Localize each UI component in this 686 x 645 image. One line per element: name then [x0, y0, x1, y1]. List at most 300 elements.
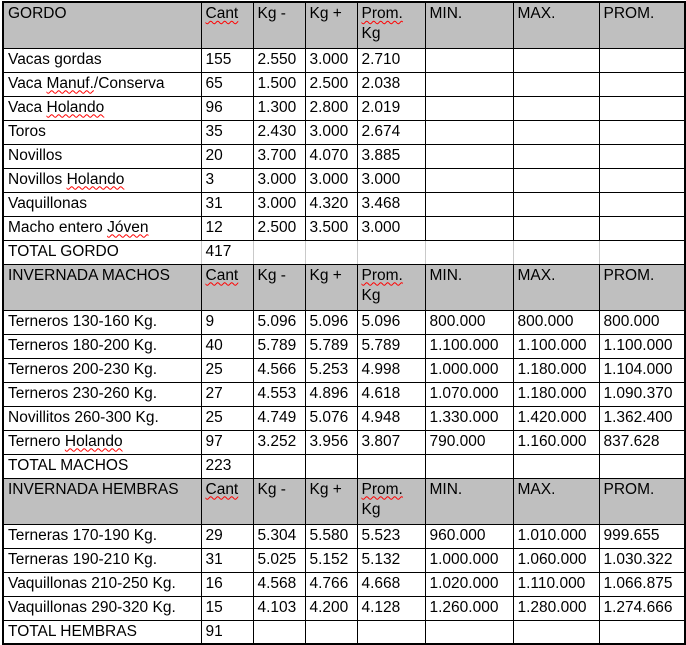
cell-value: 1.180.000 — [517, 360, 587, 378]
text: Novillos — [8, 146, 63, 164]
table-row — [3, 524, 685, 548]
kg-plus-cell[interactable] — [305, 72, 357, 96]
cell-value: 5.096 — [257, 312, 297, 330]
kg-minus-cell[interactable] — [253, 168, 305, 192]
section-header-row-invernada-machos — [3, 264, 685, 310]
prom-cell[interactable] — [599, 144, 685, 168]
cant-cell[interactable] — [201, 144, 253, 168]
prom-cell[interactable] — [599, 216, 685, 240]
prom-kg-cell[interactable] — [357, 240, 425, 264]
cell-value: 1.010.000 — [517, 526, 587, 544]
kg-plus-cell[interactable] — [305, 310, 357, 334]
text: INVERNADA HEMBRAS — [8, 480, 179, 498]
total-count: 223 — [205, 456, 232, 474]
max-cell[interactable] — [513, 406, 599, 430]
cell-value: 1.420.000 — [517, 408, 587, 426]
row-name-cell[interactable] — [3, 192, 201, 216]
max-cell[interactable] — [513, 430, 599, 454]
min-cell[interactable] — [425, 572, 513, 596]
kg-plus-cell[interactable] — [305, 382, 357, 406]
row-name-cell[interactable] — [3, 120, 201, 144]
cant-cell[interactable] — [201, 596, 253, 620]
prom-kg-header-cell[interactable] — [357, 478, 425, 524]
prom-kg-cell[interactable] — [357, 572, 425, 596]
cell-value: 35 — [205, 122, 223, 140]
min-cell[interactable] — [425, 144, 513, 168]
kg-minus-cell[interactable] — [253, 120, 305, 144]
cell-value: 2.500 — [257, 218, 297, 236]
max-header-cell[interactable] — [513, 264, 599, 310]
text: Kg + — [309, 266, 342, 284]
cant-cell[interactable] — [201, 548, 253, 572]
text: Terneras 190-210 Kg. — [8, 550, 158, 568]
kg-minus-header-cell[interactable] — [253, 264, 305, 310]
row-name-cell[interactable] — [3, 548, 201, 572]
kg-plus-cell[interactable] — [305, 144, 357, 168]
cant-cell[interactable] — [201, 48, 253, 72]
prom-cell[interactable] — [599, 358, 685, 382]
prom-kg-cell[interactable] — [357, 144, 425, 168]
kg-plus-cell[interactable] — [305, 168, 357, 192]
cell-value: 155 — [205, 50, 232, 68]
kg-plus-header-cell[interactable] — [305, 2, 357, 48]
row-name-cell[interactable] — [3, 310, 201, 334]
min-cell[interactable] — [425, 168, 513, 192]
text: Kg - — [257, 266, 286, 284]
livestock-table-body — [3, 2, 685, 644]
row-name-cell[interactable] — [3, 144, 201, 168]
kg-plus-cell[interactable] — [305, 620, 357, 644]
row-name-cell[interactable] — [3, 358, 201, 382]
cell-value: 3.468 — [361, 194, 401, 212]
cell-value: 837.628 — [603, 432, 660, 450]
text: Novillitos 260-300 Kg. — [8, 408, 159, 426]
kg-minus-cell[interactable] — [253, 596, 305, 620]
table-row — [3, 216, 685, 240]
kg-plus-cell[interactable] — [305, 358, 357, 382]
cell-value: 5.096 — [361, 312, 401, 330]
kg-plus-cell[interactable] — [305, 96, 357, 120]
prom-cell[interactable] — [599, 96, 685, 120]
kg-plus-cell[interactable] — [305, 524, 357, 548]
kg-minus-cell[interactable] — [253, 216, 305, 240]
cell-value: 3.500 — [309, 218, 349, 236]
max-cell[interactable] — [513, 382, 599, 406]
row-name-cell[interactable] — [3, 72, 201, 96]
cell-value: 5.789 — [257, 336, 297, 354]
table-row — [3, 334, 685, 358]
table-row — [3, 406, 685, 430]
row-name-cell[interactable] — [3, 334, 201, 358]
cell-value: 4.200 — [309, 598, 349, 616]
row-name-cell[interactable] — [3, 406, 201, 430]
cant-cell[interactable] — [201, 382, 253, 406]
max-cell[interactable] — [513, 572, 599, 596]
max-cell[interactable] — [513, 216, 599, 240]
kg-plus-cell[interactable] — [305, 192, 357, 216]
prom-cell[interactable] — [599, 310, 685, 334]
text: Terneros 130-160 Kg. — [8, 312, 158, 330]
cell-value: 1.000.000 — [429, 550, 499, 568]
prom-kg-header-cell[interactable] — [357, 264, 425, 310]
min-cell[interactable] — [425, 334, 513, 358]
prom-kg-header-cell[interactable] — [357, 2, 425, 48]
text: Terneros 180-200 Kg. — [8, 336, 158, 354]
section-title-cell-invernada-hembras[interactable] — [3, 478, 201, 524]
text: MIN. — [429, 266, 463, 284]
max-cell[interactable] — [513, 596, 599, 620]
cell-value: 5.076 — [309, 408, 349, 426]
kg-minus-cell[interactable] — [253, 454, 305, 478]
table-row — [3, 96, 685, 120]
kg-minus-cell[interactable] — [253, 524, 305, 548]
kg-minus-cell[interactable] — [253, 48, 305, 72]
cell-value: 5.789 — [361, 336, 401, 354]
row-name-cell[interactable] — [3, 524, 201, 548]
prom-cell[interactable] — [599, 168, 685, 192]
prom-header-cell[interactable] — [599, 264, 685, 310]
max-cell[interactable] — [513, 620, 599, 644]
kg-plus-header-cell[interactable] — [305, 264, 357, 310]
prom-kg-cell[interactable] — [357, 524, 425, 548]
text: TOTAL MACHOS — [8, 456, 129, 474]
prom-header-cell[interactable] — [599, 2, 685, 48]
cell-value: 3.807 — [361, 432, 401, 450]
kg-minus-cell[interactable] — [253, 240, 305, 264]
max-header-cell[interactable] — [513, 2, 599, 48]
prom-cell[interactable] — [599, 72, 685, 96]
max-cell[interactable] — [513, 240, 599, 264]
cell-value: 1.090.370 — [603, 384, 673, 402]
cell-value: 960.000 — [429, 526, 486, 544]
max-cell[interactable] — [513, 48, 599, 72]
table-row — [3, 72, 685, 96]
prom-cell[interactable] — [599, 572, 685, 596]
max-cell[interactable] — [513, 144, 599, 168]
prom-cell[interactable] — [599, 406, 685, 430]
total-label-cell[interactable] — [3, 240, 201, 264]
cant-cell[interactable] — [201, 358, 253, 382]
cell-value: 1.100.000 — [603, 336, 673, 354]
cell-value: 3 — [205, 170, 215, 188]
kg-minus-header-cell[interactable] — [253, 478, 305, 524]
prom-kg-cell[interactable] — [357, 310, 425, 334]
prom-cell[interactable] — [599, 524, 685, 548]
cell-value: 4.320 — [309, 194, 349, 212]
kg-plus-header-cell[interactable] — [305, 478, 357, 524]
cell-value: 1.160.000 — [517, 432, 587, 450]
section-title-cell-invernada-machos[interactable] — [3, 264, 201, 310]
kg-plus-cell[interactable] — [305, 48, 357, 72]
text: Kg - — [257, 5, 286, 22]
cant-cell[interactable] — [201, 310, 253, 334]
prom-cell[interactable] — [599, 334, 685, 358]
cant-cell[interactable] — [201, 240, 253, 264]
section-header-row-gordo — [3, 2, 685, 48]
prom-cell[interactable] — [599, 548, 685, 572]
max-cell[interactable] — [513, 168, 599, 192]
cant-cell[interactable] — [201, 572, 253, 596]
min-cell[interactable] — [425, 406, 513, 430]
total-row-invernada-hembras — [3, 620, 685, 644]
cell-value: 3.000 — [309, 122, 349, 140]
cell-value: 2.500 — [309, 74, 349, 92]
kg-minus-cell[interactable] — [253, 572, 305, 596]
prom-cell[interactable] — [599, 382, 685, 406]
min-cell[interactable] — [425, 548, 513, 572]
row-name-cell[interactable] — [3, 216, 201, 240]
min-cell[interactable] — [425, 72, 513, 96]
prom-cell[interactable] — [599, 48, 685, 72]
total-label-cell[interactable] — [3, 620, 201, 644]
text: MIN. — [429, 480, 463, 498]
kg-minus-header-cell[interactable] — [253, 2, 305, 48]
min-header-cell[interactable] — [425, 2, 513, 48]
prom-kg-cell[interactable] — [357, 454, 425, 478]
prom-cell[interactable] — [599, 454, 685, 478]
min-cell[interactable] — [425, 430, 513, 454]
prom-kg-cell[interactable] — [357, 216, 425, 240]
min-cell[interactable] — [425, 48, 513, 72]
cell-value: 12 — [205, 218, 223, 236]
min-cell[interactable] — [425, 96, 513, 120]
text: Terneros 230-260 Kg. — [8, 384, 158, 402]
prom-kg-cell[interactable] — [357, 382, 425, 406]
text: Kg — [361, 500, 381, 518]
prom-kg-cell[interactable] — [357, 406, 425, 430]
row-name-cell[interactable] — [3, 572, 201, 596]
prom-kg-cell[interactable] — [357, 596, 425, 620]
cell-value: 1.110.000 — [517, 574, 586, 592]
text: Novillos — [8, 170, 67, 188]
prom-cell[interactable] — [599, 430, 685, 454]
cant-cell[interactable] — [201, 454, 253, 478]
text: Terneros 200-230 Kg. — [8, 360, 158, 378]
prom-kg-cell[interactable] — [357, 120, 425, 144]
misspelled-word: Holando — [46, 98, 105, 116]
text: MAX. — [517, 266, 556, 284]
cell-value: 2.800 — [309, 98, 349, 116]
prom-cell[interactable] — [599, 120, 685, 144]
max-cell[interactable] — [513, 120, 599, 144]
cell-value: 1.362.400 — [603, 408, 673, 426]
min-cell[interactable] — [425, 240, 513, 264]
cant-cell[interactable] — [201, 72, 253, 96]
text: PROM. — [603, 266, 655, 284]
misspelled-word: Holando — [66, 170, 125, 188]
kg-minus-cell[interactable] — [253, 144, 305, 168]
kg-minus-cell[interactable] — [253, 620, 305, 644]
prom-kg-cell[interactable] — [357, 548, 425, 572]
cell-value: 3.000 — [361, 218, 401, 236]
kg-minus-cell[interactable] — [253, 382, 305, 406]
prom-kg-cell[interactable] — [357, 358, 425, 382]
kg-plus-cell[interactable] — [305, 216, 357, 240]
cell-value: 1.060.000 — [517, 550, 587, 568]
text: Toros — [8, 122, 46, 140]
kg-plus-cell[interactable] — [305, 596, 357, 620]
text: Ternero — [8, 432, 65, 450]
cant-cell[interactable] — [201, 430, 253, 454]
min-cell[interactable] — [425, 524, 513, 548]
row-name-cell[interactable] — [3, 168, 201, 192]
cell-value: 5.152 — [309, 550, 349, 568]
text: Vaquillonas — [8, 194, 87, 212]
prom-kg-cell[interactable] — [357, 72, 425, 96]
cell-value: 1.100.000 — [429, 336, 499, 354]
misspelled-word: Cant — [205, 5, 239, 22]
min-cell[interactable] — [425, 216, 513, 240]
cell-value: 999.655 — [603, 526, 660, 544]
cant-cell[interactable] — [201, 216, 253, 240]
min-cell[interactable] — [425, 382, 513, 406]
cell-value: 5.304 — [257, 526, 297, 544]
kg-plus-cell[interactable] — [305, 240, 357, 264]
kg-plus-cell[interactable] — [305, 120, 357, 144]
text: MAX. — [517, 480, 556, 498]
kg-minus-cell[interactable] — [253, 72, 305, 96]
text: Vaquillonas 210-250 Kg. — [8, 574, 176, 592]
max-cell[interactable] — [513, 524, 599, 548]
cell-value: 2.038 — [361, 74, 401, 92]
cant-cell[interactable] — [201, 120, 253, 144]
cell-value: 4.948 — [361, 408, 401, 426]
min-cell[interactable] — [425, 120, 513, 144]
cell-value: 4.070 — [309, 146, 349, 164]
kg-plus-cell[interactable] — [305, 430, 357, 454]
text: GORDO — [8, 5, 67, 22]
kg-minus-cell[interactable] — [253, 334, 305, 358]
table-row — [3, 382, 685, 406]
total-label-cell[interactable] — [3, 454, 201, 478]
table-row — [3, 168, 685, 192]
max-cell[interactable] — [513, 454, 599, 478]
prom-kg-cell[interactable] — [357, 48, 425, 72]
min-cell[interactable] — [425, 310, 513, 334]
cant-cell[interactable] — [201, 96, 253, 120]
kg-plus-cell[interactable] — [305, 572, 357, 596]
max-cell[interactable] — [513, 96, 599, 120]
cant-cell[interactable] — [201, 406, 253, 430]
text: Vaquillonas 290-320 Kg. — [8, 598, 176, 616]
prom-cell[interactable] — [599, 240, 685, 264]
cell-value: 4.566 — [257, 360, 297, 378]
cant-cell[interactable] — [201, 524, 253, 548]
min-header-cell[interactable] — [425, 264, 513, 310]
cell-value: 25 — [205, 408, 223, 426]
text: Vaca — [8, 98, 47, 116]
min-cell[interactable] — [425, 596, 513, 620]
kg-minus-cell[interactable] — [253, 96, 305, 120]
min-cell[interactable] — [425, 192, 513, 216]
misspelled-word: Prom. — [361, 5, 403, 22]
max-cell[interactable] — [513, 192, 599, 216]
cell-value: 31 — [205, 550, 223, 568]
kg-plus-cell[interactable] — [305, 406, 357, 430]
kg-minus-cell[interactable] — [253, 358, 305, 382]
kg-minus-cell[interactable] — [253, 548, 305, 572]
text: MAX. — [517, 5, 556, 22]
cell-value: 1.070.000 — [429, 384, 499, 402]
livestock-table — [2, 1, 686, 645]
text: INVERNADA MACHOS — [8, 266, 170, 284]
prom-kg-cell[interactable] — [357, 96, 425, 120]
kg-minus-cell[interactable] — [253, 406, 305, 430]
text: Kg — [361, 286, 381, 304]
row-name-cell[interactable] — [3, 430, 201, 454]
prom-kg-cell[interactable] — [357, 334, 425, 358]
kg-plus-cell[interactable] — [305, 548, 357, 572]
max-cell[interactable] — [513, 548, 599, 572]
cant-header-cell[interactable] — [201, 478, 253, 524]
text: /Conserva — [93, 74, 165, 92]
cant-cell[interactable] — [201, 192, 253, 216]
cell-value: 31 — [205, 194, 223, 212]
table-row — [3, 144, 685, 168]
cant-header-cell[interactable] — [201, 2, 253, 48]
prom-kg-cell[interactable] — [357, 192, 425, 216]
prom-cell[interactable] — [599, 620, 685, 644]
kg-plus-cell[interactable] — [305, 454, 357, 478]
row-name-cell[interactable] — [3, 48, 201, 72]
max-cell[interactable] — [513, 334, 599, 358]
cell-value: 20 — [205, 146, 223, 164]
row-name-cell[interactable] — [3, 96, 201, 120]
cant-cell[interactable] — [201, 334, 253, 358]
cell-value: 5.789 — [309, 336, 349, 354]
cell-value: 1.000.000 — [429, 360, 499, 378]
kg-minus-cell[interactable] — [253, 192, 305, 216]
min-cell[interactable] — [425, 454, 513, 478]
max-cell[interactable] — [513, 358, 599, 382]
cell-value: 1.500 — [257, 74, 297, 92]
prom-header-cell[interactable] — [599, 478, 685, 524]
min-cell[interactable] — [425, 620, 513, 644]
prom-kg-cell[interactable] — [357, 430, 425, 454]
max-header-cell[interactable] — [513, 478, 599, 524]
table-row — [3, 358, 685, 382]
cell-value: 1.280.000 — [517, 598, 587, 616]
text: TOTAL GORDO — [8, 242, 119, 260]
prom-kg-cell[interactable] — [357, 620, 425, 644]
cell-value: 2.674 — [361, 122, 401, 140]
min-cell[interactable] — [425, 358, 513, 382]
max-cell[interactable] — [513, 310, 599, 334]
cell-value: 4.568 — [257, 574, 297, 592]
cell-value: 1.180.000 — [517, 384, 587, 402]
cant-cell[interactable] — [201, 168, 253, 192]
table-row — [3, 310, 685, 334]
cell-value: 800.000 — [429, 312, 486, 330]
max-cell[interactable] — [513, 72, 599, 96]
row-name-cell[interactable] — [3, 596, 201, 620]
kg-plus-cell[interactable] — [305, 334, 357, 358]
cant-cell[interactable] — [201, 620, 253, 644]
kg-minus-cell[interactable] — [253, 430, 305, 454]
section-title-cell-gordo[interactable] — [3, 2, 201, 48]
prom-cell[interactable] — [599, 192, 685, 216]
cant-header-cell[interactable] — [201, 264, 253, 310]
prom-cell[interactable] — [599, 596, 685, 620]
cell-value: 1.100.000 — [517, 336, 587, 354]
cell-value: 5.253 — [309, 360, 349, 378]
row-name-cell[interactable] — [3, 382, 201, 406]
kg-minus-cell[interactable] — [253, 310, 305, 334]
min-header-cell[interactable] — [425, 478, 513, 524]
prom-kg-cell[interactable] — [357, 168, 425, 192]
cell-value: 4.668 — [361, 574, 401, 592]
cell-value: 1.104.000 — [603, 360, 673, 378]
